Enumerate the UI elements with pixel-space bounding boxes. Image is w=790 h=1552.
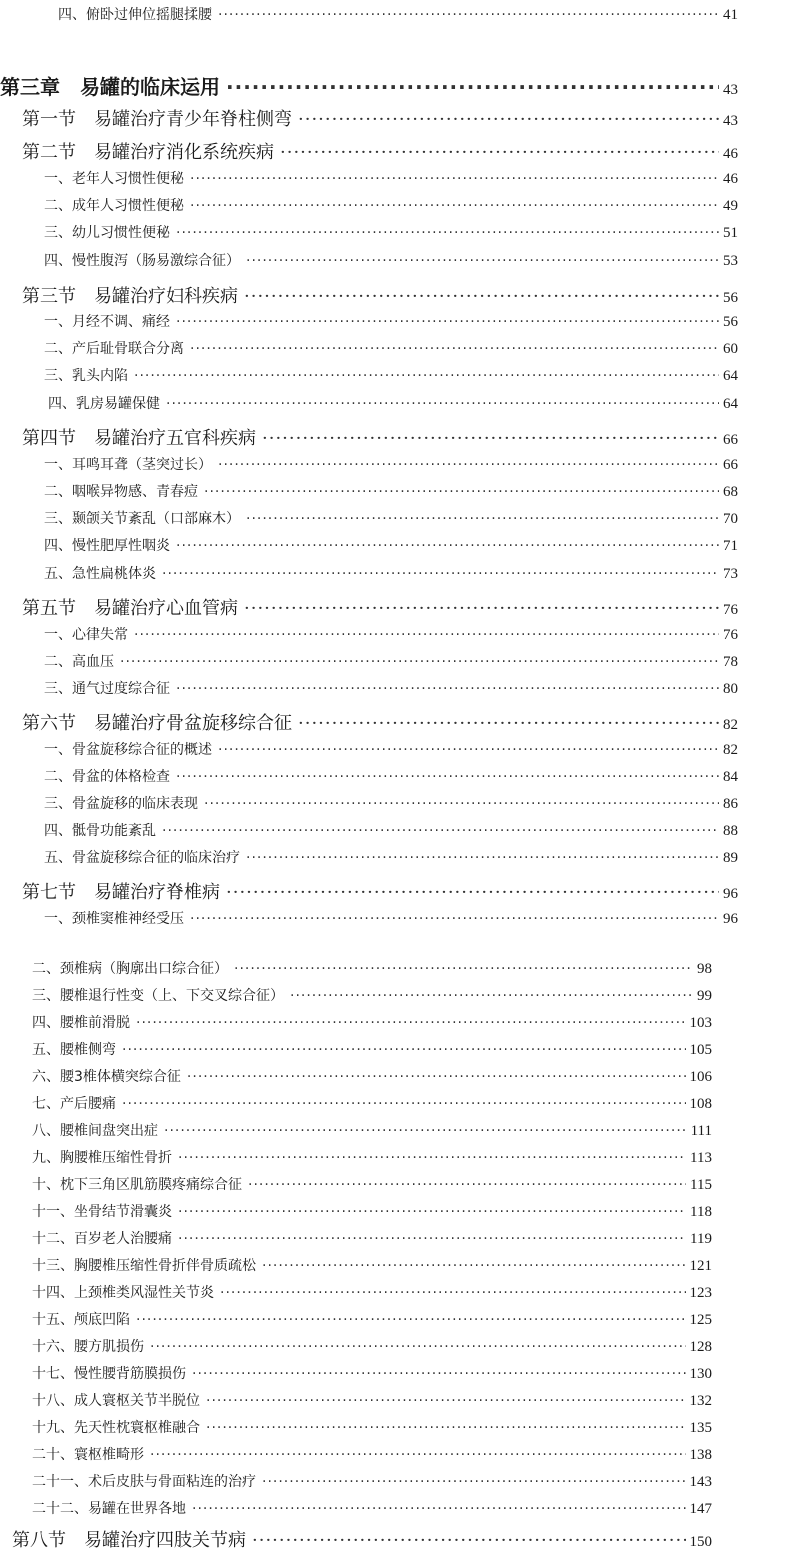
toc-item-label: 二十一、术后皮肤与骨面粘连的治疗 — [32, 1474, 256, 1490]
leader-dots — [122, 1042, 686, 1058]
toc-section-heading[interactable] — [22, 709, 738, 735]
toc-item[interactable] — [44, 454, 738, 474]
leader-dots — [190, 198, 719, 214]
toc-section-label: 第八节 易罐治疗四肢关节病 — [12, 1530, 246, 1551]
toc-item[interactable] — [32, 1417, 712, 1437]
leader-dots — [162, 566, 719, 582]
toc-page-number: 106 — [689, 1069, 712, 1085]
toc-item-label: 二、咽喉异物感、青春痘 — [44, 484, 198, 500]
leader-dots — [220, 1285, 686, 1301]
toc-item[interactable] — [32, 1093, 712, 1113]
toc-item[interactable] — [32, 1363, 712, 1383]
toc-page-number: 130 — [689, 1366, 712, 1382]
leader-dots — [298, 713, 719, 734]
toc-item[interactable] — [32, 1282, 712, 1302]
toc-item[interactable] — [44, 311, 738, 331]
toc-page-number: 98 — [697, 961, 712, 977]
toc-item[interactable] — [44, 651, 738, 671]
leader-dots — [190, 341, 719, 357]
toc-item-label: 四、腰椎前滑脱 — [32, 1015, 130, 1031]
toc-page-number: 73 — [723, 566, 738, 582]
toc-section-label: 第二节 易罐治疗消化系统疾病 — [22, 142, 274, 163]
toc-page-number: 82 — [723, 717, 738, 733]
leader-dots — [244, 286, 719, 307]
toc-item[interactable] — [44, 820, 738, 840]
toc-section-label: 第四节 易罐治疗五官科疾病 — [22, 428, 256, 449]
toc-item[interactable] — [32, 1498, 712, 1518]
leader-dots — [262, 1474, 686, 1490]
leader-dots — [178, 1231, 686, 1247]
toc-page-number: 64 — [723, 368, 738, 384]
toc-page-number: 147 — [689, 1501, 712, 1517]
toc-item[interactable] — [44, 793, 738, 813]
toc-item-label: 三、通气过度综合征 — [44, 681, 170, 697]
toc-item-label: 三、骨盆旋移的临床表现 — [44, 796, 198, 812]
toc-item[interactable] — [32, 1120, 712, 1140]
toc-item[interactable] — [44, 678, 738, 698]
leader-dots — [134, 627, 719, 643]
toc-page-number: 143 — [689, 1474, 712, 1490]
toc-section-heading[interactable] — [22, 424, 738, 450]
toc-page-number: 125 — [689, 1312, 712, 1328]
toc-item[interactable] — [32, 1255, 712, 1275]
toc-page-number: 78 — [723, 654, 738, 670]
toc-item-label: 十、枕下三角区肌筋膜疼痛综合征 — [32, 1177, 242, 1193]
leader-dots — [262, 428, 719, 449]
leader-dots — [164, 1123, 687, 1139]
toc-page-number: 46 — [723, 146, 738, 162]
toc-item[interactable] — [58, 4, 738, 24]
leader-dots — [150, 1339, 686, 1355]
leader-dots — [262, 1258, 686, 1274]
leader-dots — [178, 1150, 686, 1166]
toc-section-label: 第六节 易罐治疗骨盆旋移综合征 — [22, 713, 292, 734]
toc-item-label: 二、产后耻骨联合分离 — [44, 341, 184, 357]
toc-item-label: 三、腰椎退行性变（上、下交叉综合征） — [32, 988, 284, 1004]
toc-item-label: 一、月经不调、痛经 — [44, 314, 170, 330]
leader-dots — [190, 911, 719, 927]
toc-page-number: 56 — [723, 314, 738, 330]
toc-item-label: 十四、上颈椎类风湿性关节炎 — [32, 1285, 214, 1301]
toc-item[interactable] — [32, 1039, 712, 1059]
toc-item-label: 六、腰3椎体横突综合征 — [32, 1069, 181, 1085]
toc-item-label: 三、乳头内陷 — [44, 368, 128, 384]
toc-chapter-label: 第三章 易罐的临床运用 — [0, 75, 220, 99]
leader-dots — [280, 142, 719, 163]
toc-page-number: 53 — [723, 253, 738, 269]
toc-item-label: 十六、腰方肌损伤 — [32, 1339, 144, 1355]
toc-item[interactable] — [32, 1066, 712, 1086]
toc-page-number: 84 — [723, 769, 738, 785]
toc-item[interactable] — [44, 908, 738, 928]
toc-item[interactable] — [32, 1147, 712, 1167]
toc-page-number: 123 — [689, 1285, 712, 1301]
toc-page-number: 88 — [723, 823, 738, 839]
toc-section-label: 第三节 易罐治疗妇科疾病 — [22, 286, 238, 307]
leader-dots — [176, 225, 719, 241]
toc-section-heading[interactable] — [22, 105, 738, 131]
toc-item[interactable] — [32, 1336, 712, 1356]
toc-item[interactable] — [44, 766, 738, 786]
leader-dots — [122, 1096, 686, 1112]
toc-page-number: 103 — [689, 1015, 712, 1031]
toc-page-number: 82 — [723, 742, 738, 758]
leader-dots — [176, 538, 719, 554]
leader-dots — [150, 1447, 686, 1463]
toc-page-number: 64 — [723, 396, 738, 412]
toc-item-label: 五、骨盆旋移综合征的临床治疗 — [44, 850, 240, 866]
toc-section-label: 第一节 易罐治疗青少年脊柱侧弯 — [22, 109, 292, 130]
toc-item-label: 八、腰椎间盘突出症 — [32, 1123, 158, 1139]
toc-item-label: 七、产后腰痛 — [32, 1096, 116, 1112]
leader-dots — [178, 1204, 686, 1220]
toc-page-number: 66 — [723, 432, 738, 448]
toc-item[interactable] — [32, 1471, 712, 1491]
leader-dots — [206, 1393, 686, 1409]
leader-dots — [176, 681, 719, 697]
toc-item[interactable] — [32, 1201, 712, 1221]
toc-item[interactable] — [32, 1012, 712, 1032]
toc-item-label: 九、胸腰椎压缩性骨折 — [32, 1150, 172, 1166]
leader-dots — [252, 1530, 686, 1551]
toc-page-number: 43 — [723, 113, 738, 129]
leader-dots — [204, 796, 719, 812]
toc-item-label: 一、心律失常 — [44, 627, 128, 643]
toc-item[interactable] — [48, 393, 738, 413]
toc-page-number: 68 — [723, 484, 738, 500]
toc-item-label: 二、成年人习惯性便秘 — [44, 198, 184, 214]
leader-dots — [290, 988, 693, 1004]
toc-page-number: 60 — [723, 341, 738, 357]
leader-dots — [206, 1420, 686, 1436]
toc-section-label: 第七节 易罐治疗脊椎病 — [22, 882, 220, 903]
toc-item[interactable] — [44, 481, 738, 501]
toc-page-number: 43 — [723, 82, 738, 98]
toc-page-number: 138 — [689, 1447, 712, 1463]
toc-item[interactable] — [44, 250, 738, 270]
toc-page-number: 135 — [689, 1420, 712, 1436]
toc-item-label: 四、慢性腹泻（肠易激综合征） — [44, 253, 240, 269]
toc-page-number: 150 — [689, 1534, 712, 1550]
toc-item[interactable] — [44, 222, 738, 242]
toc-page-number: 105 — [689, 1042, 712, 1058]
leader-dots — [246, 850, 719, 866]
leader-dots — [226, 882, 719, 903]
toc-item[interactable] — [44, 535, 738, 555]
leader-dots — [162, 823, 719, 839]
toc-item-label: 四、骶骨功能紊乱 — [44, 823, 156, 839]
toc-item-label: 三、幼儿习惯性便秘 — [44, 225, 170, 241]
toc-page-number: 99 — [697, 988, 712, 1004]
leader-dots — [190, 171, 719, 187]
toc-item[interactable] — [32, 985, 712, 1005]
toc-item-label: 十一、坐骨结节滑囊炎 — [32, 1204, 172, 1220]
toc-page-number: 51 — [723, 225, 738, 241]
toc-item[interactable] — [32, 1309, 712, 1329]
toc-section-heading[interactable] — [22, 878, 738, 904]
toc-item-label: 十八、成人寰枢关节半脱位 — [32, 1393, 200, 1409]
leader-dots — [246, 253, 719, 269]
leader-dots — [187, 1069, 686, 1085]
leader-dots — [120, 654, 719, 670]
toc-page-number: 111 — [690, 1123, 712, 1139]
leader-dots — [136, 1015, 686, 1031]
toc-page-number: 71 — [723, 538, 738, 554]
leader-dots — [248, 1177, 686, 1193]
leader-dots — [298, 109, 719, 130]
toc-page-number: 118 — [690, 1204, 712, 1220]
toc-item[interactable] — [32, 958, 712, 978]
leader-dots — [136, 1312, 686, 1328]
toc-item[interactable] — [32, 1174, 712, 1194]
toc-page-number: 76 — [723, 627, 738, 643]
toc-item-label: 二、骨盆的体格检查 — [44, 769, 170, 785]
toc-page-number: 66 — [723, 457, 738, 473]
leader-dots — [218, 742, 719, 758]
toc-item-label: 十五、颅底凹陷 — [32, 1312, 130, 1328]
toc-item-label: 一、老年人习惯性便秘 — [44, 171, 184, 187]
toc-item-label: 一、骨盆旋移综合征的概述 — [44, 742, 212, 758]
toc-item[interactable] — [32, 1228, 712, 1248]
toc-item-label: 二十二、易罐在世界各地 — [32, 1501, 186, 1517]
toc-page-number: 115 — [690, 1177, 712, 1193]
toc-page-number: 56 — [723, 290, 738, 306]
toc-item-label: 一、耳鸣耳聋（茎突过长） — [44, 457, 212, 473]
toc-item-label: 五、急性扁桃体炎 — [44, 566, 156, 582]
toc-section-heading[interactable] — [22, 594, 738, 620]
toc-item[interactable] — [44, 508, 738, 528]
leader-dots — [246, 511, 719, 527]
toc-item[interactable] — [44, 624, 738, 644]
toc-item-label: 四、慢性肥厚性咽炎 — [44, 538, 170, 554]
leader-dots — [204, 484, 719, 500]
toc-item-label: 一、颈椎窦椎神经受压 — [44, 911, 184, 927]
toc-page-number: 76 — [723, 602, 738, 618]
toc-section-label: 第五节 易罐治疗心血管病 — [22, 598, 238, 619]
toc-item-label: 二、颈椎病（胸廓出口综合征） — [32, 961, 228, 977]
toc-item-label: 二、高血压 — [44, 654, 114, 670]
toc-page-number: 41 — [723, 7, 738, 23]
toc-item[interactable] — [44, 338, 738, 358]
toc-item-label: 十二、百岁老人治腰痛 — [32, 1231, 172, 1247]
toc-chapter-heading[interactable] — [0, 71, 738, 100]
toc-item-label: 五、腰椎侧弯 — [32, 1042, 116, 1058]
toc-page-number: 128 — [689, 1339, 712, 1355]
toc-item[interactable] — [44, 563, 738, 583]
toc-item[interactable] — [32, 1390, 712, 1410]
toc-item-label: 十九、先天性枕寰枢椎融合 — [32, 1420, 200, 1436]
leader-dots — [192, 1366, 686, 1382]
toc-page-number: 46 — [723, 171, 738, 187]
leader-dots — [176, 769, 719, 785]
toc-page-number: 80 — [723, 681, 738, 697]
toc-item[interactable] — [44, 739, 738, 759]
leader-dots — [134, 368, 719, 384]
leader-dots — [218, 7, 719, 23]
leader-dots — [192, 1501, 686, 1517]
toc-item[interactable] — [44, 847, 738, 867]
toc-item[interactable] — [32, 1444, 712, 1464]
toc-section-heading[interactable] — [12, 1526, 712, 1552]
leader-dots — [244, 598, 719, 619]
toc-item-label: 三、颞颌关节紊乱（口部麻木） — [44, 511, 240, 527]
toc-section-heading[interactable] — [22, 138, 738, 164]
toc-item-label: 四、俯卧过伸位摇腿揉腰 — [58, 7, 212, 23]
toc-page-number: 49 — [723, 198, 738, 214]
toc-page-number: 89 — [723, 850, 738, 866]
toc-page-number: 96 — [723, 886, 738, 902]
toc-section-heading[interactable] — [22, 282, 738, 308]
toc-item-label: 十三、胸腰椎压缩性骨折伴骨质疏松 — [32, 1258, 256, 1274]
toc-page-number: 132 — [689, 1393, 712, 1409]
leader-dots — [218, 457, 719, 473]
toc-page-number: 70 — [723, 511, 738, 527]
toc-page-number: 96 — [723, 911, 738, 927]
toc-item[interactable] — [44, 365, 738, 385]
toc-page-number: 108 — [689, 1096, 712, 1112]
leader-dots — [166, 396, 719, 412]
toc-page-number: 86 — [723, 796, 738, 812]
leader-dots — [176, 314, 719, 330]
leader-dots — [234, 961, 693, 977]
toc-item[interactable] — [44, 195, 738, 215]
toc-item-label: 二十、寰枢椎畸形 — [32, 1447, 144, 1463]
toc-item[interactable] — [44, 168, 738, 188]
toc-page-number: 121 — [689, 1258, 712, 1274]
toc-item-label: 四、乳房易罐保健 — [48, 396, 160, 412]
toc-page-number: 119 — [690, 1231, 712, 1247]
leader-dots — [226, 75, 719, 99]
toc-item-label: 十七、慢性腰背筋膜损伤 — [32, 1366, 186, 1382]
toc-page-number: 113 — [690, 1150, 712, 1166]
